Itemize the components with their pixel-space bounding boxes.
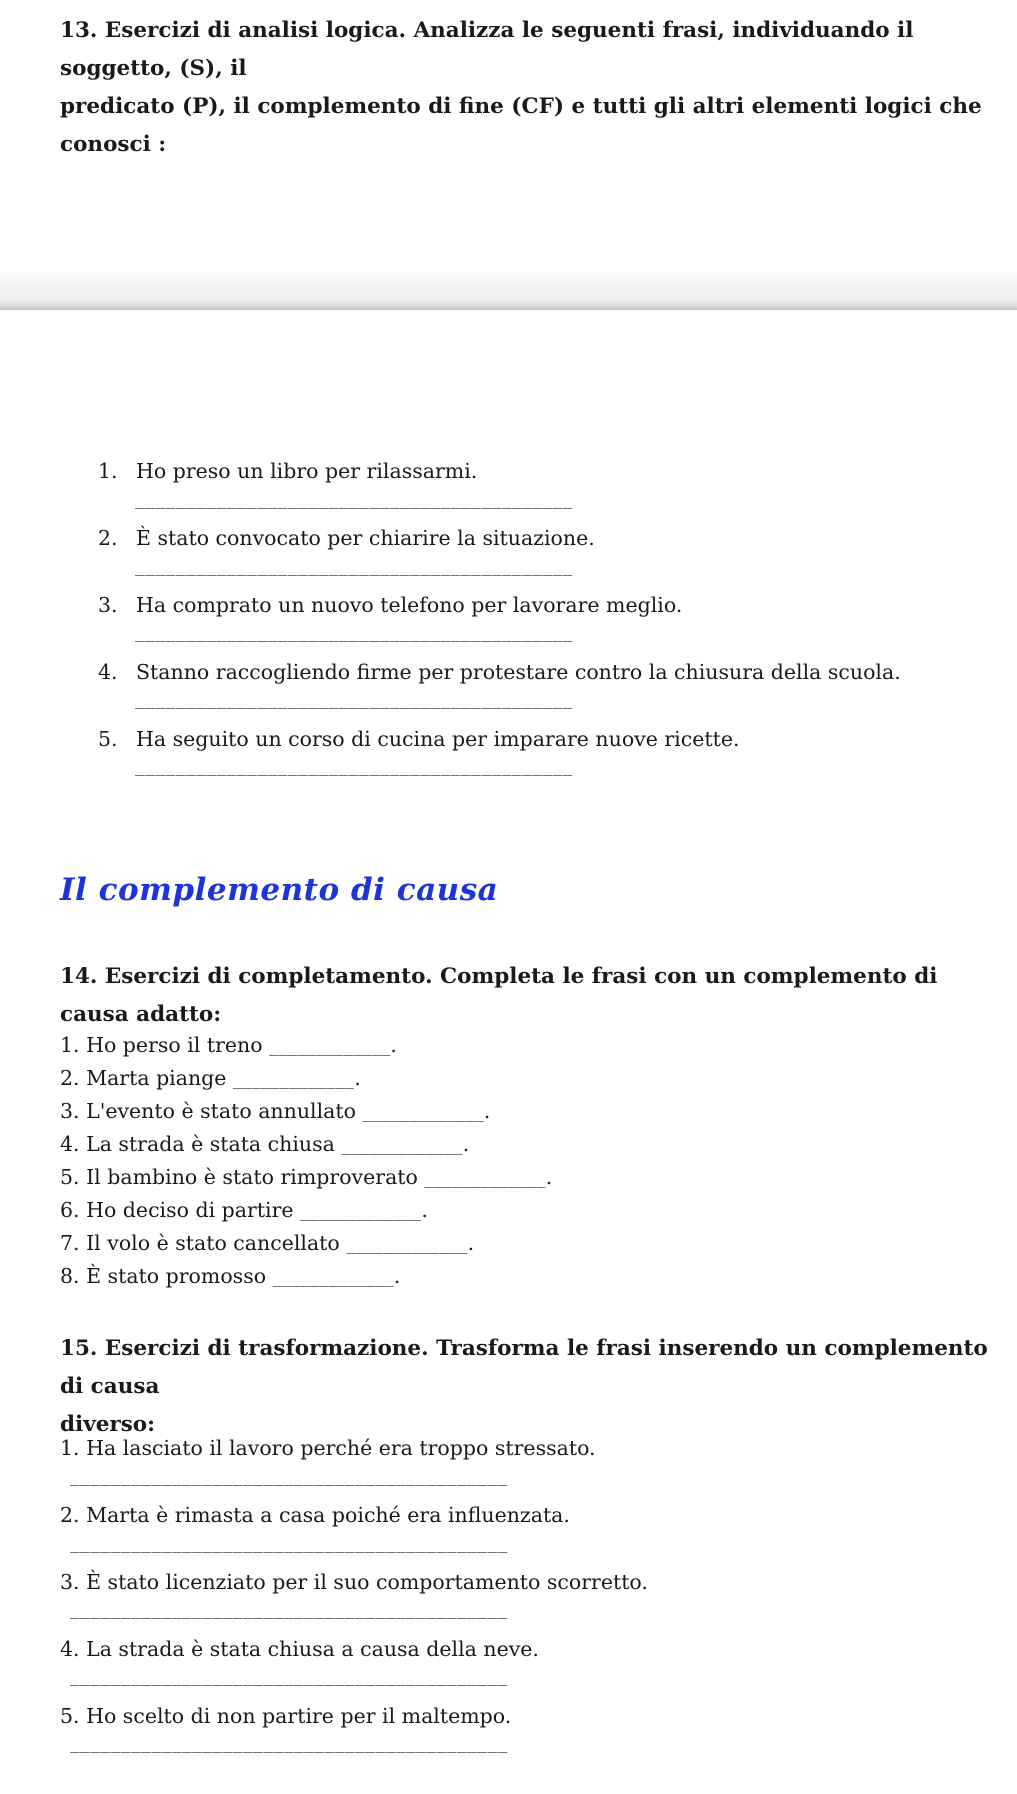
blank-field[interactable]: _____________ xyxy=(272,1269,394,1287)
list-item: 2. Marta è rimasta a casa poiché era influenzata. xyxy=(60,1503,570,1527)
blank-field[interactable]: _____________ xyxy=(232,1071,355,1089)
fill-item: 5. Il bambino è stato rimproverato _____________. xyxy=(60,1165,553,1189)
exercise-13-heading xyxy=(60,12,1005,164)
exercise-13-heading-line2: predicato (P), il complemento di fine (CF) e tutti gli altri elementi logici che conosci : xyxy=(60,94,982,157)
answer-line[interactable]: ___________________________________________ xyxy=(135,690,573,709)
list-item: 4. La strada è stata chiusa a causa della neve. xyxy=(60,1637,539,1661)
exercise-15-heading-line1: 15. Esercizi di trasformazione. Trasforma le frasi inserendo un complemento di causa xyxy=(60,1336,988,1399)
answer-line[interactable]: ___________________________________________ xyxy=(135,623,573,642)
answer-line[interactable]: ___________________________________________ xyxy=(135,490,573,509)
blank-field[interactable]: _____________ xyxy=(346,1236,468,1254)
answer-line[interactable]: ___________________________________________ xyxy=(70,1467,508,1486)
fill-item: 6. Ho deciso di partire _____________. xyxy=(60,1198,428,1222)
list-item: 5. Ho scelto di non partire per il maltempo. xyxy=(60,1704,512,1728)
fill-item: 8. È stato promosso _____________. xyxy=(60,1264,401,1288)
answer-line[interactable]: ___________________________________________ xyxy=(70,1667,508,1686)
fill-item: 2. Marta piange _____________. xyxy=(60,1066,361,1090)
exercise-14-heading: 14. Esercizi di completamento. Completa le frasi con un complemento di causa adatto: xyxy=(60,964,938,1027)
blank-field[interactable]: _____________ xyxy=(269,1038,391,1056)
exercise-15-heading xyxy=(60,1330,1005,1444)
page-divider xyxy=(0,272,1017,310)
answer-line[interactable]: ___________________________________________ xyxy=(70,1600,508,1619)
answer-line[interactable]: ___________________________________________ xyxy=(135,557,573,576)
answer-line[interactable]: ___________________________________________ xyxy=(135,757,573,776)
fill-item: 7. Il volo è stato cancellato _____________. xyxy=(60,1231,475,1255)
blank-field[interactable]: _____________ xyxy=(300,1203,422,1221)
answer-line[interactable]: ___________________________________________ xyxy=(70,1734,508,1753)
exercise-13-heading-line1: 13. Esercizi di analisi logica. Analizza le seguenti frasi, individuando il soggetto, (S), il xyxy=(60,18,914,81)
section-title: Il complemento di causa xyxy=(60,872,499,908)
fill-item: 4. La strada è stata chiusa _____________. xyxy=(60,1132,470,1156)
fill-item: 3. L'evento è stato annullato _____________. xyxy=(60,1099,491,1123)
fill-item: 1. Ho perso il treno _____________. xyxy=(60,1033,397,1057)
list-item: 3. È stato licenziato per il suo comportamento scorretto. xyxy=(60,1570,648,1594)
list-item: 1. Ha lasciato il lavoro perché era troppo stressato. xyxy=(60,1436,596,1460)
answer-line[interactable]: ___________________________________________ xyxy=(70,1534,508,1553)
blank-field[interactable]: _____________ xyxy=(362,1104,484,1122)
blank-field[interactable]: _____________ xyxy=(341,1137,463,1155)
exercise-15-heading-line2: diverso: xyxy=(60,1412,156,1437)
blank-field[interactable]: _____________ xyxy=(424,1170,546,1188)
